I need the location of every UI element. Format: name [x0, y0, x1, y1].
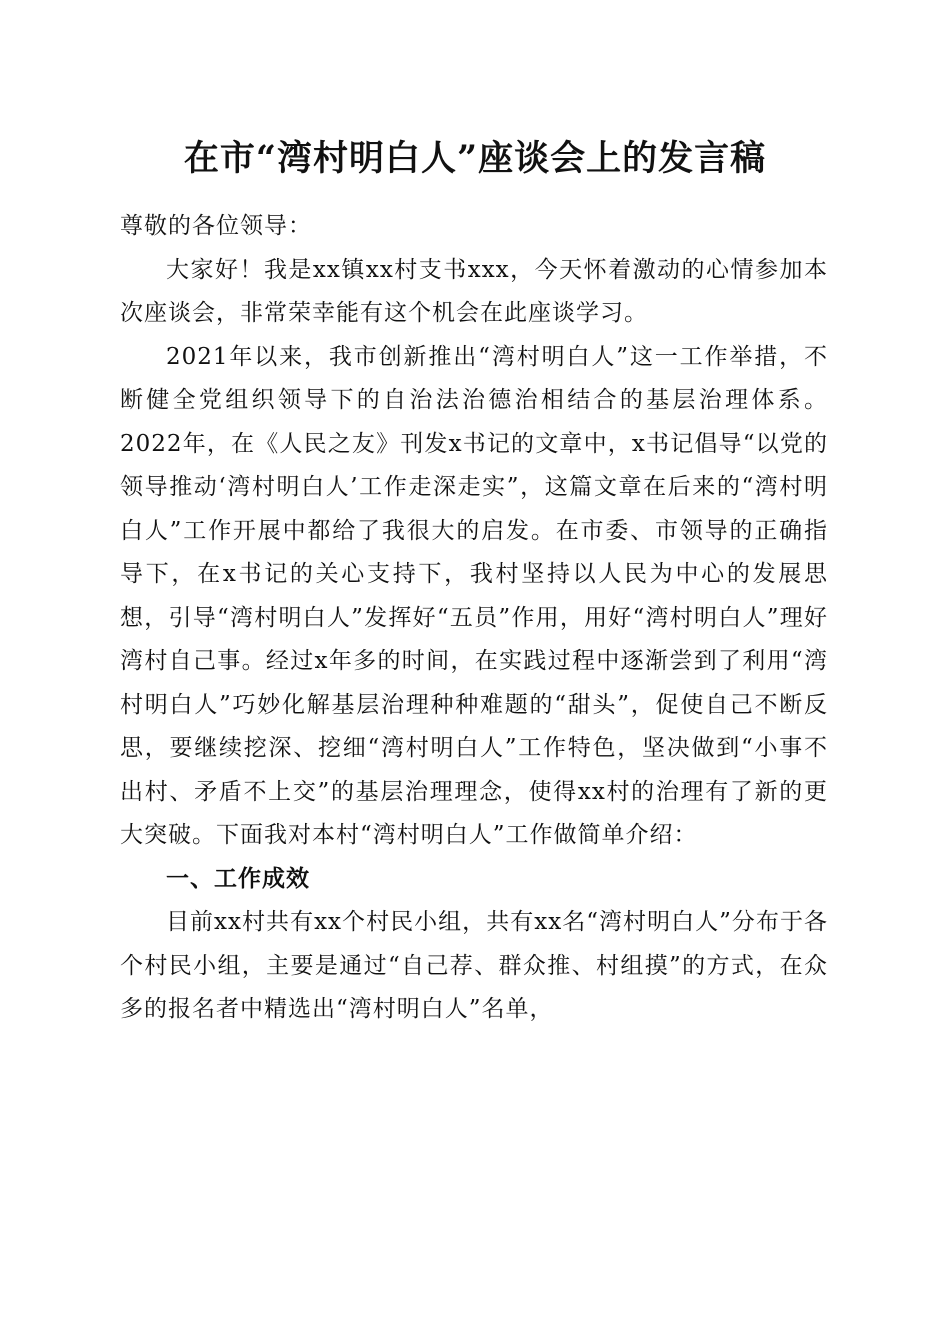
salutation: 尊敬的各位领导：: [120, 213, 312, 239]
document-title: 在市“湾村明白人”座谈会上的发言稿: [183, 138, 767, 179]
paragraph-greeting: 大家好！我是xx镇xx村支书xxx，今天怀着激动的心情参加本次座谈会，非常荣幸能有这个机会在此座谈学习。: [120, 256, 828, 326]
paragraph-background: 2021年以来，我市创新推出“湾村明白人”这一工作举措，不断健全党组织领导下的自治法治德治相结合的基层治理体系。2022年，在《人民之友》刊发x书记的文章中，x书记倡导“以党的领导推动‘湾村明白人’工作走深走实”，这篇文章在后来的“湾村明白人”工作开展中都给了我很大的启发。在市委、市领导的正确指导下，在x书记的关心支持下，我村坚持以人民为中心的发展思想，引导“湾村明白人”发挥好“五员”作用，用好“湾村明白人”理好湾村自己事。经过x年多的时间，在实践过程中逐渐尝到了利用“湾村明白人”巧妙化解基层治理种种难题的“甜头”，促使自己不断反思，要继续挖深、挖细“湾村明白人”工作特色，坚决做到“小事不出村、矛盾不上交”的基层治理理念，使得xx村的治理有了新的更大突破。下面我对本村“湾村明白人”工作做简单介绍：: [120, 343, 828, 848]
document-body: [120, 205, 828, 1032]
paragraph-section-1: 目前xx村共有xx个村民小组，共有xx名“湾村明白人”分布于各个村民小组，主要是通过“自己荐、群众推、村组摸”的方式，在众多的报名者中精选出“湾村明白人”名单，: [120, 909, 828, 1022]
section-heading: 一、工作成效: [166, 865, 310, 892]
